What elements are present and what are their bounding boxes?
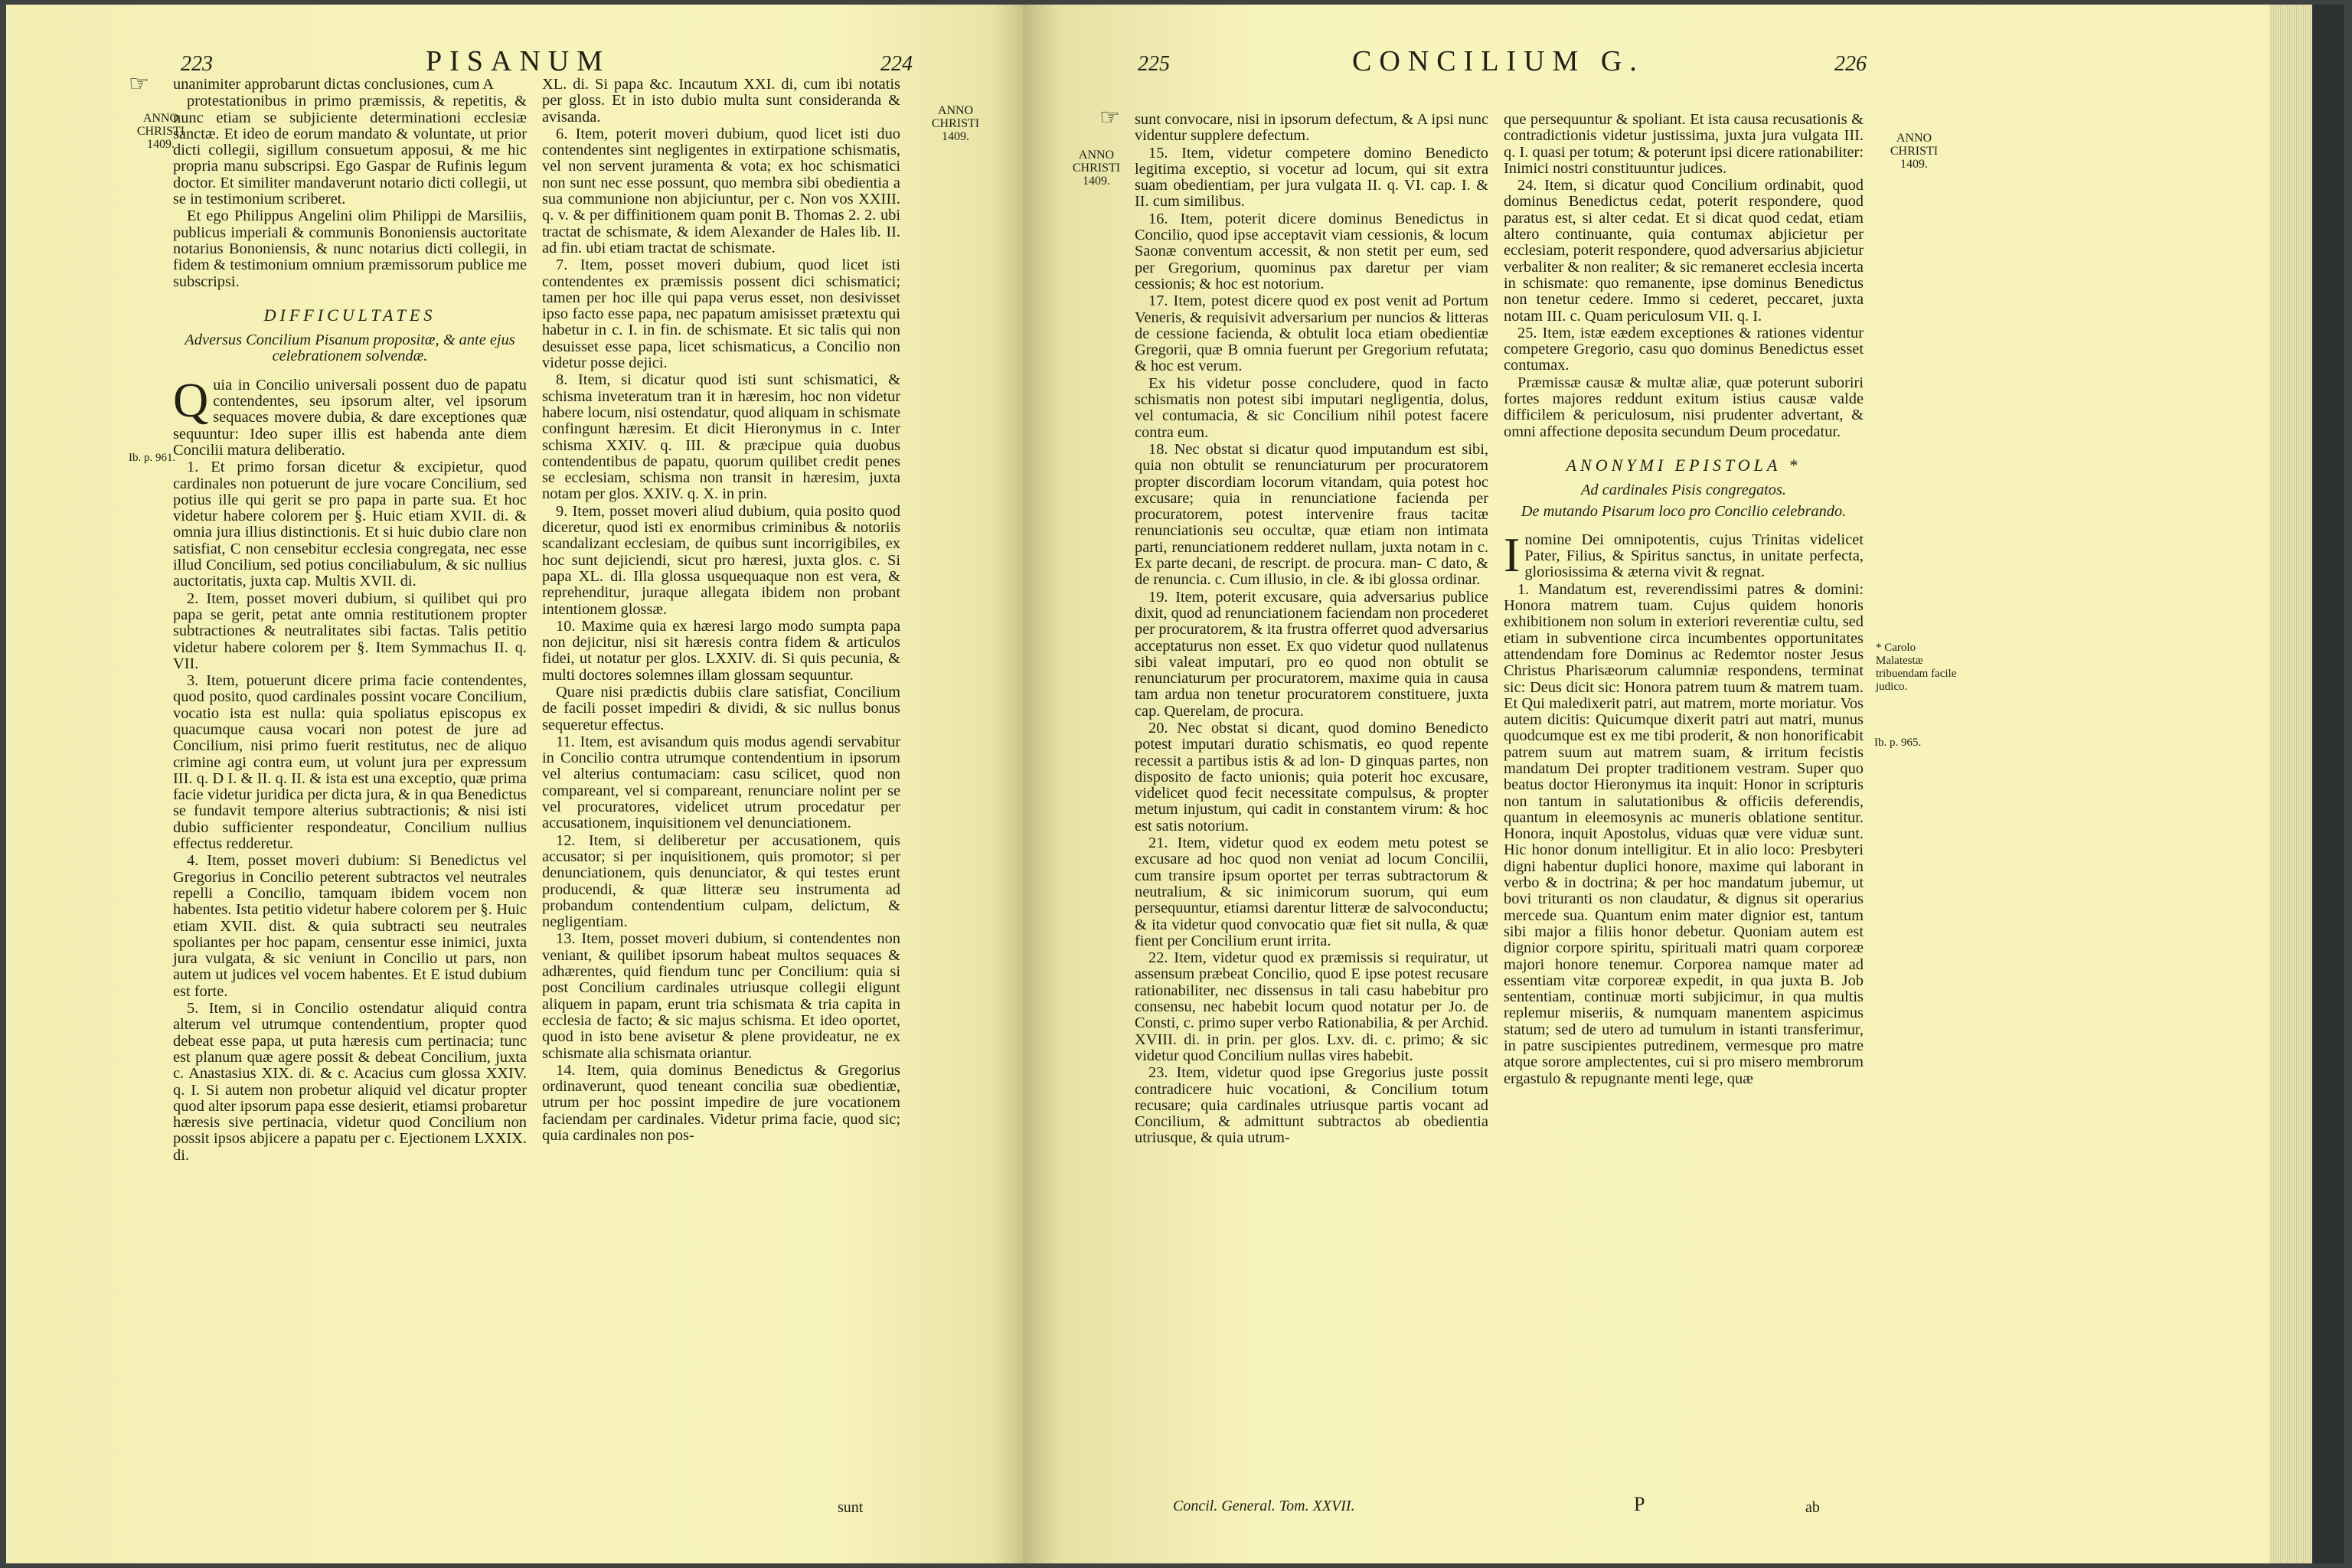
column-left-1 xyxy=(173,77,527,1165)
section-title: DIFFICULTATES xyxy=(263,305,436,325)
running-head-right: CONCILIUM G. xyxy=(1352,45,1645,77)
paragraph: 2. Item, posset moveri dubium, si quilibet qui pro papa se gerit, petat ante omnia restitutionem propter subtractiones & neutralitates sibi factas. Talis petitio videtur habere colorem per §. Item Symmachus II. q. VII. xyxy=(173,590,527,672)
margin-anno-right: ANNO CHRISTI 1409. xyxy=(1890,132,1939,171)
margin-anno-right: ANNO CHRISTI 1409. xyxy=(931,104,980,143)
paragraph: Et ego Philippus Angelini olim Philippi de Marsiliis, publicus imperiali & communis Bononiensis auctoritate notarius Bononiensis, & nunc notarius dicti collegii, in fidem & testimonium omnium præmissorum publice me subscripsi. xyxy=(173,207,527,290)
paragraph: 1. Mandatum est, reverendissimi patres & domini: Honora matrem tuam. Cujus quidem honoris exhibitionem non solum in exteriori reverentiæ cultu, sed etiam in subventione circa incumbentes opportunitates attendendam fore Dominus ac Redemtor noster Jesus Christus Pharisæorum calumniæ respondens, terminat sic: Deus dicit sic: Honora patrem tuum & matrem tuam. Et Qui maledixerit patri, aut matrem, morte moriatur. Vos autem dicitis: Quicumque dixerit patri aut matri, munus quodcumque est ex me tibi proderit, & non honorificabit patrem suum aut matrem suam, & irritum fecistis mandatum Dei propter traditionem vestram. Super quo beatus doctor Hieronymus ita inquit: Honor in scripturis non tantum in salutationibus & officiis deferendis, quantum in eleemosynis ac muneris oblatione sentitur. Honora, inquit Apostolus, viduas quæ vere viduæ sunt. Hic honor donum intelligitur. Et in alio loco: Presbyteri digni habentur duplici honore, maxime qui laborant in verbo & in doctrina; & per hoc mandatum jubemur, ut bovi trituranti os non claudatur, & dignus sit operarius mercede sua. Quantum enim mater dignior est, tantum sibi major a filiis honor debetur. Quoniam autem est dignior corpore spiritu, spirituali matri quam corporeæ majori honore tenemur. Corporea namque mater ad essentiam vitæ corporeæ expedit, in qua juxta B. Job sententiam, continuæ morti subjicimur, in qua multis replemur miseriis, & numquam manentem aspicimus statum; sed de utero ad tumulum in istanti transferimur, in patre suscipientes putredinem, vermesque pro matre atque sorore amplectentes, cui si pro misero membrorum ergastulo & repugnante menti lege, quæ xyxy=(1504,580,1864,1087)
paragraph: nomine Dei omnipotentis, cujus Trinitas videlicet Pater, Filius, & Spiritus sanctus, in unitate perfecta, gloriosissima & æterna vivit & regnat. xyxy=(1524,531,1864,581)
paragraph: Præmissæ causæ & multæ aliæ, quæ poterunt suboriri fortes majores reddunt exitum istius causæ valde difficilem & periculosum, nisi prudenter advertant, & omni affectione deposita secundum Deum procedatur. xyxy=(1504,374,1864,440)
drop-cap: I xyxy=(1504,527,1521,582)
paragraph: 15. Item, videtur competere domino Benedicto legitima exceptio, si vocetur ad locum, qui sit extra suam obedientiam, per jura vulgata II. q. VI. cap. I. & II. cum similibus. xyxy=(1135,144,1488,211)
paragraph: 18. Nec obstat si dicatur quod imputandum est sibi, quia non obtulit se renunciaturum per procuratorem propter discordiam locorum vitandam, quia potest hoc excusare; quia in renunciatione facienda per procuratorem, potest intervenire fraus tacitæ renunciationis seu occultæ, quæ etiam non intimata parti, renunciationem redderet nullam, juxta notam in c. Ex parte decani, de rescript. de procura. man- C dato, & de renuncia. c. Cum illusio, in cle. & ibi glossa ordinar. xyxy=(1135,440,1488,589)
catchword-left: sunt xyxy=(838,1499,864,1516)
paragraph: 14. Item, quia dominus Benedictus & Gregorius ordinaverunt, quod teneant concilia suæ obedientiæ, utrum per hoc possint impedire de jure vocationem faciendam per cardinales. Videtur prima facie, quod sic; quia cardinales non pos- xyxy=(542,1061,900,1144)
running-head-left: PISANUM xyxy=(426,45,611,77)
epistola-subtitle-2: De mutando Pisarum loco pro Concilio celebrando. xyxy=(1521,502,1847,520)
paragraph: 24. Item, si dicatur quod Concilium ordinabit, quod dominus Benedictus cedat, poterit respondere, quod paratus est, si alter cedat. Et si dicat quod cedat, etiam altero continuante, quia contumax abjicietur per ecclesiam, poterit respondere, quod adversarius abjicietur verbaliter & non realiter; & sic remaneret ecclesia incerta in schismate: quo remanente, ipse dominus Benedictus non tenetur cedere. Immo si cederet, peccaret, juxta notam III. c. Quam periculosum VII. q. I. xyxy=(1504,177,1864,325)
paragraph: 10. Maxime quia ex hæresi largo modo sumpta papa non dejicitur, nisi sit hæresis contra fidem & articulos fidei, ut notatur per glos. LXXIV. di. Si quis pecunia, & multi doctores solemnes illam glossam sequuntur. xyxy=(542,617,900,684)
paragraph: 17. Item, potest dicere quod ex post venit ad Portum Veneris, & requisivit adversarium per nuncios & litteras de cessione facienda, & obtulit loca etiam obedientiæ Gregorii, quæ B omnia fuerunt per Gregorium refutata; & hoc est verum. xyxy=(1135,292,1488,375)
paragraph: 19. Item, poterit excusare, quia adversarius publice dixit, quod ad renunciationem faciendam non procederet per procuratorem, & ita frustra offerret quod adversarius acceptaturus non esset. Ex quo videtur quod nullatenus sibi valeat imputari, pro eo quod non obtulit se renunciaturum per procuratorem, maxime quia in causa tam ardua non tenetur procuratorem constituere, juxta cap. Querelam, de procura. xyxy=(1135,588,1488,720)
background-edge xyxy=(2312,5,2344,1563)
epistola-title: ANONYMI EPISTOLA * xyxy=(1566,455,1802,475)
paragraph: 21. Item, videtur quod ex eodem metu potest se excusare ad hoc quod non veniat ad locum Concilii, cum transire ipsum oportet per terras subtractorum & neutralium, & sic inimicorum suorum, qui eum persequuntur, etiamsi darentur litteræ de salvoconductu; & ita videtur quod convocatio quæ fiet sit nulla, & quæ fient per Concilium erunt irrita. xyxy=(1135,835,1488,949)
paragraph: 1. Et primo forsan dicetur & excipietur, quod cardinales non potuerunt de jure vocare Concilium, sed potius ille qui gerit se pro papa in parte sua. Et hoc videtur habere colorem per §. Huic etiam XVII. di. & omnia jura illius distinctionis. Et si huic dubio clare non satisfiat, C non censebitur ecclesia congregata, nec esse illud Concilium, sed potius conciliabulum, & sic nullius auctoritatis, juxta cap. Multis XVII. di. xyxy=(173,459,527,590)
paragraph: unanimiter approbarunt dictas conclusiones, cum A xyxy=(173,76,495,93)
paragraph: que persequuntur & spoliant. Et ista causa recusationis & contradictionis videtur justissima, juxta jura vulgata III. q. I. quasi per totum; & poterunt ipsi dicere rationabiliter: Inimici nostri constituuntur judices. xyxy=(1504,111,1864,177)
page-number-right: 226 xyxy=(1834,52,1867,76)
right-page xyxy=(1023,5,2269,1563)
paragraph: protestationibus in primo præmissis, & repetitis, & nunc etiam se subjiciente determinationi ecclesiæ sanctæ. Et ideo de eorum mandato & voluntate, ut prior dicti collegii, sigillum consuetum apposui, & me hic propria manu subscripsi. Ego Gaspar de Rufinis legum doctor. Et similiter mandaverunt notario dicti collegii, ut se in testimonium scriberet. xyxy=(173,93,527,208)
paragraph: 23. Item, videtur quod ipse Gregorius juste possit contradicere huic vocationi, & Concilium totum recusare; quia cardinales utriusque partis vocant ad Concilium, & admittunt subtractos ab obedientia utriusque, & quia utrum- xyxy=(1135,1064,1488,1147)
column-right-1 xyxy=(1135,112,1488,1148)
paragraph: 8. Item, si dicatur quod isti sunt schismatici, & schisma inveteratum tran it in hæresim, hoc non videtur habere locum, nisi ostendatur, quod aliquam in schismate confingunt hæresim. Et dicit Hieronymus in c. Inter schisma XXIV. q. III. & præcipue quia duobus contendentibus de papatu, quorum quilibet credit penes se ecclesiam, schisma non transit in hæresim, juxta notam per glos. XXIV. q. X. in prin. xyxy=(542,371,900,503)
paragraph: 13. Item, posset moveri dubium, si contendentes non veniant, & quilibet ipsorum habeat multos sequaces & adhærentes, quid fiendum tunc per Concilium: quia si post Concilium cardinales utriusque collegii eligunt aliquem in papam, erunt tria schismata & tria capita in ecclesia de facto; & sic majus schisma. Et ideo oportet, quod in isto bene avisetur & plene provideatur, ne ex schismate alia schismata oriantur. xyxy=(542,930,900,1062)
paragraph: 7. Item, posset moveri dubium, quod licet isti contendentes ex præmissis possent dici schismatici; tamen per hoc ille qui papa verus esset, non desivisset ipso facto esse papa, nec papatum amisisset prætextu qui habetur in c. I. in fin. de schismate. Et sic talis qui non desuisset esse papa, licet schismaticus, a Concilio non videtur posse dejici. xyxy=(542,256,900,372)
paragraph: Quare nisi prædictis dubiis clare satisfiat, Concilium de facili posset impediri & dividi, & sic nullus bonus sequeretur effectus. xyxy=(542,683,900,733)
paragraph: sunt convocare, nisi in ipsorum defectum, & A ipsi nunc videntur supplere defectum. xyxy=(1135,111,1488,145)
column-left-2 xyxy=(542,77,900,1145)
page-number-right-of-left: 224 xyxy=(880,52,913,76)
paragraph: 4. Item, posset moveri dubium: Si Benedictus vel Gregorius in Concilio peterent subtractos vel neutrales repelli a Concilio, tamquam ibidem vocem non habentes. Ista petitio videtur habere colorem per §. Huic etiam XVII. dist. & quia subtracti seu neutrales spoliantes per hoc papam, censentur esse inimici, juxta jura vulgata, & sic veniunt in Concilio ut pars, non autem ut judices vel vocem habentes. Et E istud dubium est forte. xyxy=(173,852,527,1000)
paragraph: 3. Item, potuerunt dicere prima facie contendentes, quod posito, quod cardinales possint vocare Concilium, vocatio ista est nulla: quia spoliatus episcopus ex quacumque causa vocari non potest de jure ad Concilium, nisi primo fuerit restitutus, nec de aliquo crimine agi contra eum, ut volunt jura per expressum III. q. D I. & II. q. II. & ista est una exceptio, quæ prima facie videtur juridica per dicta jura, & in qua Benedictus se fundavit tempore alterius subtractionis; & nisi isti dubio sufficienter respondeatur, Concilium nullius effectus redderetur. xyxy=(173,672,527,853)
column-right-2 xyxy=(1504,112,1864,1088)
page-number-left: 225 xyxy=(1138,52,1170,76)
footer-volume: Concil. General. Tom. XXVII. xyxy=(1173,1498,1355,1514)
paragraph: Ex his videtur posse concludere, quod in facto schismatis non potest sibi imputari negligentia, dolus, vel contumacia, & sic Concilium nihil potest facere contra eum. xyxy=(1135,374,1488,441)
margin-anno-left: ANNO CHRISTI 1409. xyxy=(136,112,185,151)
paragraph: XL. di. Si papa &c. Incautum XXI. di, cum ibi notatis per gloss. Et in isto dubio multa sunt consideranda & avisanda. xyxy=(542,76,900,126)
paragraph: 11. Item, est avisandum quis modus agendi servabitur in Concilio contra utrumque contendentium in ipsorum vel alterius contumaciam: casu scilicet, quod non compareant, vel si compareant, renunciare nolint per se vel procuratores, videlicet utrum procedatur per accusationem, inquisitionem vel denunciationem. xyxy=(542,733,900,832)
catchword-right: ab xyxy=(1805,1499,1820,1516)
epistola-subtitle-1: Ad cardinales Pisis congregatos. xyxy=(1580,482,1787,499)
left-page xyxy=(6,5,1023,1563)
signature-mark: P xyxy=(1634,1493,1645,1515)
paragraph: 9. Item, posset moveri aliud dubium, quia posito quod diceretur, quod isti ex enormibus criminibus & notoriis scandalizant ecclesiam, de quibus sunt incorrigibiles, ex hoc sunt dejiciendi, sicut pro hæresi, juxta glos. c. Si papa XL. di. Illa glossa usquequaque non est vera, & reprehenditur, juraque allegata ibidem non probant intentionem glossæ. xyxy=(542,502,900,618)
paragraph: 12. Item, si deliberetur per accusationem, quis accusator; si per inquisitionem, quis promotor; si per denunciationem, quis denunciator, & qui testes erunt producendi, & quæ litteræ seu instrumenta ad probandum contendentium culpam, delictum, & negligentiam. xyxy=(542,831,900,931)
paragraph: 20. Nec obstat si dicant, quod domino Benedicto potest imputari duratio schismatis, eo quod repente recessit a partibus istis & ad lon- D ginquas partes, non disposito de facto unionis; quia poterit hoc excusare, videlicet quod fecit necessitate compulsus, & propter metum injustum, qui cadit in constantem virum: & hoc est satis notorium. xyxy=(1135,719,1488,835)
paragraph: 25. Item, istæ eædem exceptiones & rationes videntur competere Gregorio, casu quo dominus Benedictus esset contumax. xyxy=(1504,324,1864,374)
paragraph: 16. Item, poterit dicere dominus Benedictus in Concilio, quod ipse acceptavit viam cessionis, & locum Saonæ conventum accessit, & non stetit per eum, sed per Gregorium, quominus pax daretur per viam cessionis; & hoc est notorium. xyxy=(1135,210,1488,292)
drop-cap: Q xyxy=(173,372,209,427)
margin-anno-left: ANNO CHRISTI 1409. xyxy=(1072,149,1121,188)
pointing-hand-icon: ☞ xyxy=(129,71,149,96)
page-number-left: 223 xyxy=(181,52,213,76)
paragraph: 6. Item, poterit moveri dubium, quod licet isti duo contendentes sint negligentes in extirpatione schismatis, vel non servent juramenta & vota; ex hoc schismatici non sunt nec esse possunt, quo membra sibi obedientia a sua communione non abjiciuntur, per c. Non vos XXIII. q. v. & per diffinitionem quam ponit B. Thomas 2. 2. ubi tractat de schismate, & idem Alexander de Hales lib. II. ad fin. ubi etiam tractat de schismate. xyxy=(542,125,900,256)
margin-footnote: * Carolo Malatestæ tribuendam facile judico. xyxy=(1876,642,1957,693)
margin-reference: Ib. p. 961. xyxy=(129,452,176,464)
pointing-hand-icon: ☞ xyxy=(1099,105,1120,130)
margin-reference: Ib. p. 965. xyxy=(1874,737,1922,749)
paragraph: uia in Concilio universali possent duo de papatu contendentes, seu ipsorum alter, vel ipsorum sequaces movere dubia, & dare exceptiones quæ sequuntur: Ideo super illis est habenda ante diem Concilii matura deliberatio. xyxy=(173,376,527,459)
paragraph: 22. Item, videtur quod ex præmissis si requiratur, ut assensum præbeat Concilio, quod E ipse potest recusare rationabiliter, nec dissensus in tali casu habebitur pro consensu, nec habebit locum quod notatur per Jo. de Consti, c. primo super verbo Rationabilia, & per Archid. XVIII. di. in prin. per glos. Lxv. di. c. primo; & sic videtur quod Concilium nullas vires habebit. xyxy=(1135,949,1488,1064)
section-subtitle: Adversus Concilium Pisanum propositæ, & ante ejus celebrationem solvendæ. xyxy=(185,332,515,365)
paragraph: 5. Item, si in Concilio ostendatur aliquid contra alterum vel utrumque contendentium, propter quod debeat esse papa, ut puta hæresis cum pertinacia; tunc est planum quæ agere possit & debeat Concilium, juxta c. Anastasius XIX. di. & c. Acacius cum glossa XXIV. q. I. Si autem non probetur aliquid vel dicatur propter quod alter ipsorum papa esse desierit, etiamsi probaretur hæresis sive pertinacia, videtur quod Concilium non possit ipsos abjicere a papatu per c. Ejectionem LXXIX. di. xyxy=(173,1000,527,1164)
